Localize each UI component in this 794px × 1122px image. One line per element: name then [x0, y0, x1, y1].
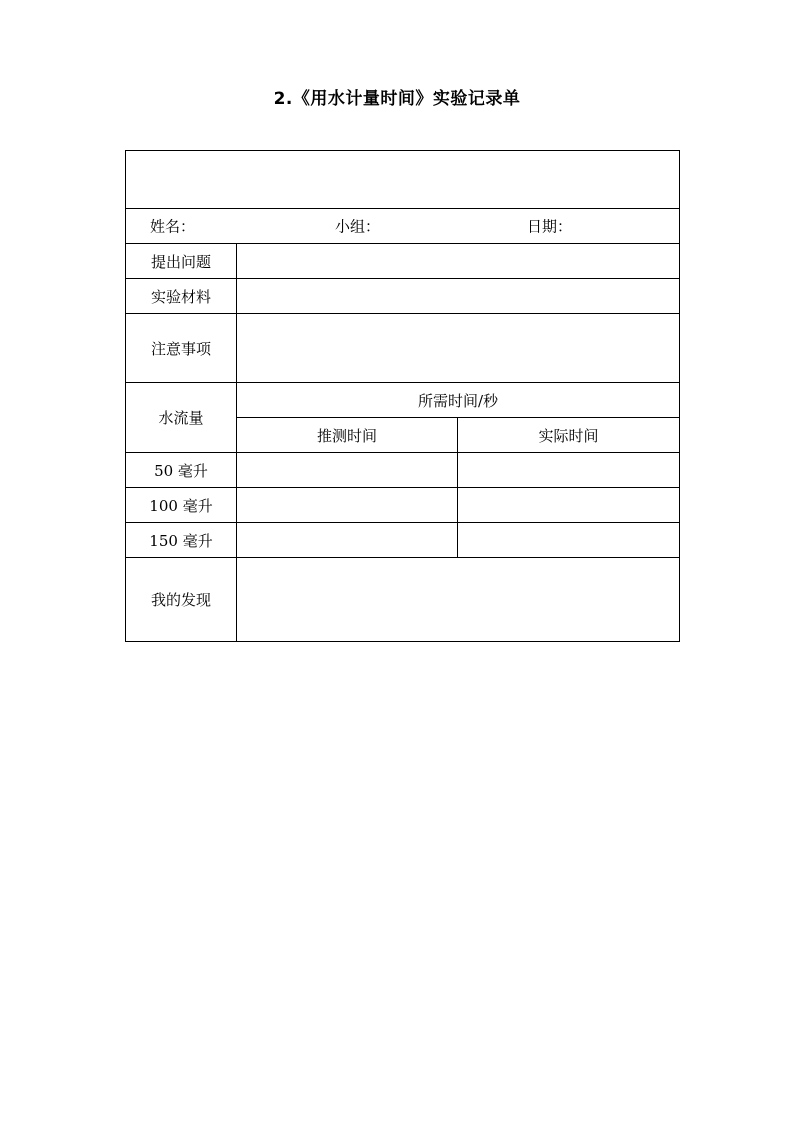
actual-100-cell[interactable]: [458, 488, 680, 523]
notes-row: [126, 314, 680, 383]
table-row: [126, 523, 680, 558]
date-label: 日期：: [527, 217, 573, 236]
info-row: [126, 209, 680, 244]
actual-time-header: 实际时间: [458, 418, 680, 453]
group-label: 小组：: [335, 217, 381, 236]
question-label: 提出问题: [126, 244, 237, 279]
materials-label: 实验材料: [126, 279, 237, 314]
table-row: [126, 488, 680, 523]
notes-answer-cell[interactable]: [237, 314, 680, 383]
water-volume-label: 水流量: [126, 383, 237, 453]
estimated-50-cell[interactable]: [237, 453, 458, 488]
time-header-row: [126, 383, 680, 418]
question-answer-cell[interactable]: [237, 244, 680, 279]
question-row: [126, 244, 680, 279]
materials-answer-cell[interactable]: [237, 279, 680, 314]
time-needed-header: 所需时间/秒: [237, 383, 680, 418]
page-title: 2.《用水计量时间》实验记录单: [273, 89, 521, 109]
volume-100-label: 100 毫升: [126, 488, 237, 523]
table-row: [126, 453, 680, 488]
blank-header-cell[interactable]: [126, 151, 680, 209]
info-cell[interactable]: [126, 209, 680, 244]
actual-50-cell[interactable]: [458, 453, 680, 488]
blank-header-row: [126, 151, 680, 209]
estimated-100-cell[interactable]: [237, 488, 458, 523]
actual-150-cell[interactable]: [458, 523, 680, 558]
volume-150-label: 150 毫升: [126, 523, 237, 558]
volume-50-label: 50 毫升: [126, 453, 237, 488]
notes-label: 注意事项: [126, 314, 237, 383]
materials-row: [126, 279, 680, 314]
findings-row: [126, 558, 680, 642]
estimated-time-header: 推测时间: [237, 418, 458, 453]
experiment-record-table: [125, 150, 680, 642]
name-label: 姓名：: [150, 217, 196, 236]
findings-label: 我的发现: [126, 558, 237, 642]
findings-answer-cell[interactable]: [237, 558, 680, 642]
estimated-150-cell[interactable]: [237, 523, 458, 558]
